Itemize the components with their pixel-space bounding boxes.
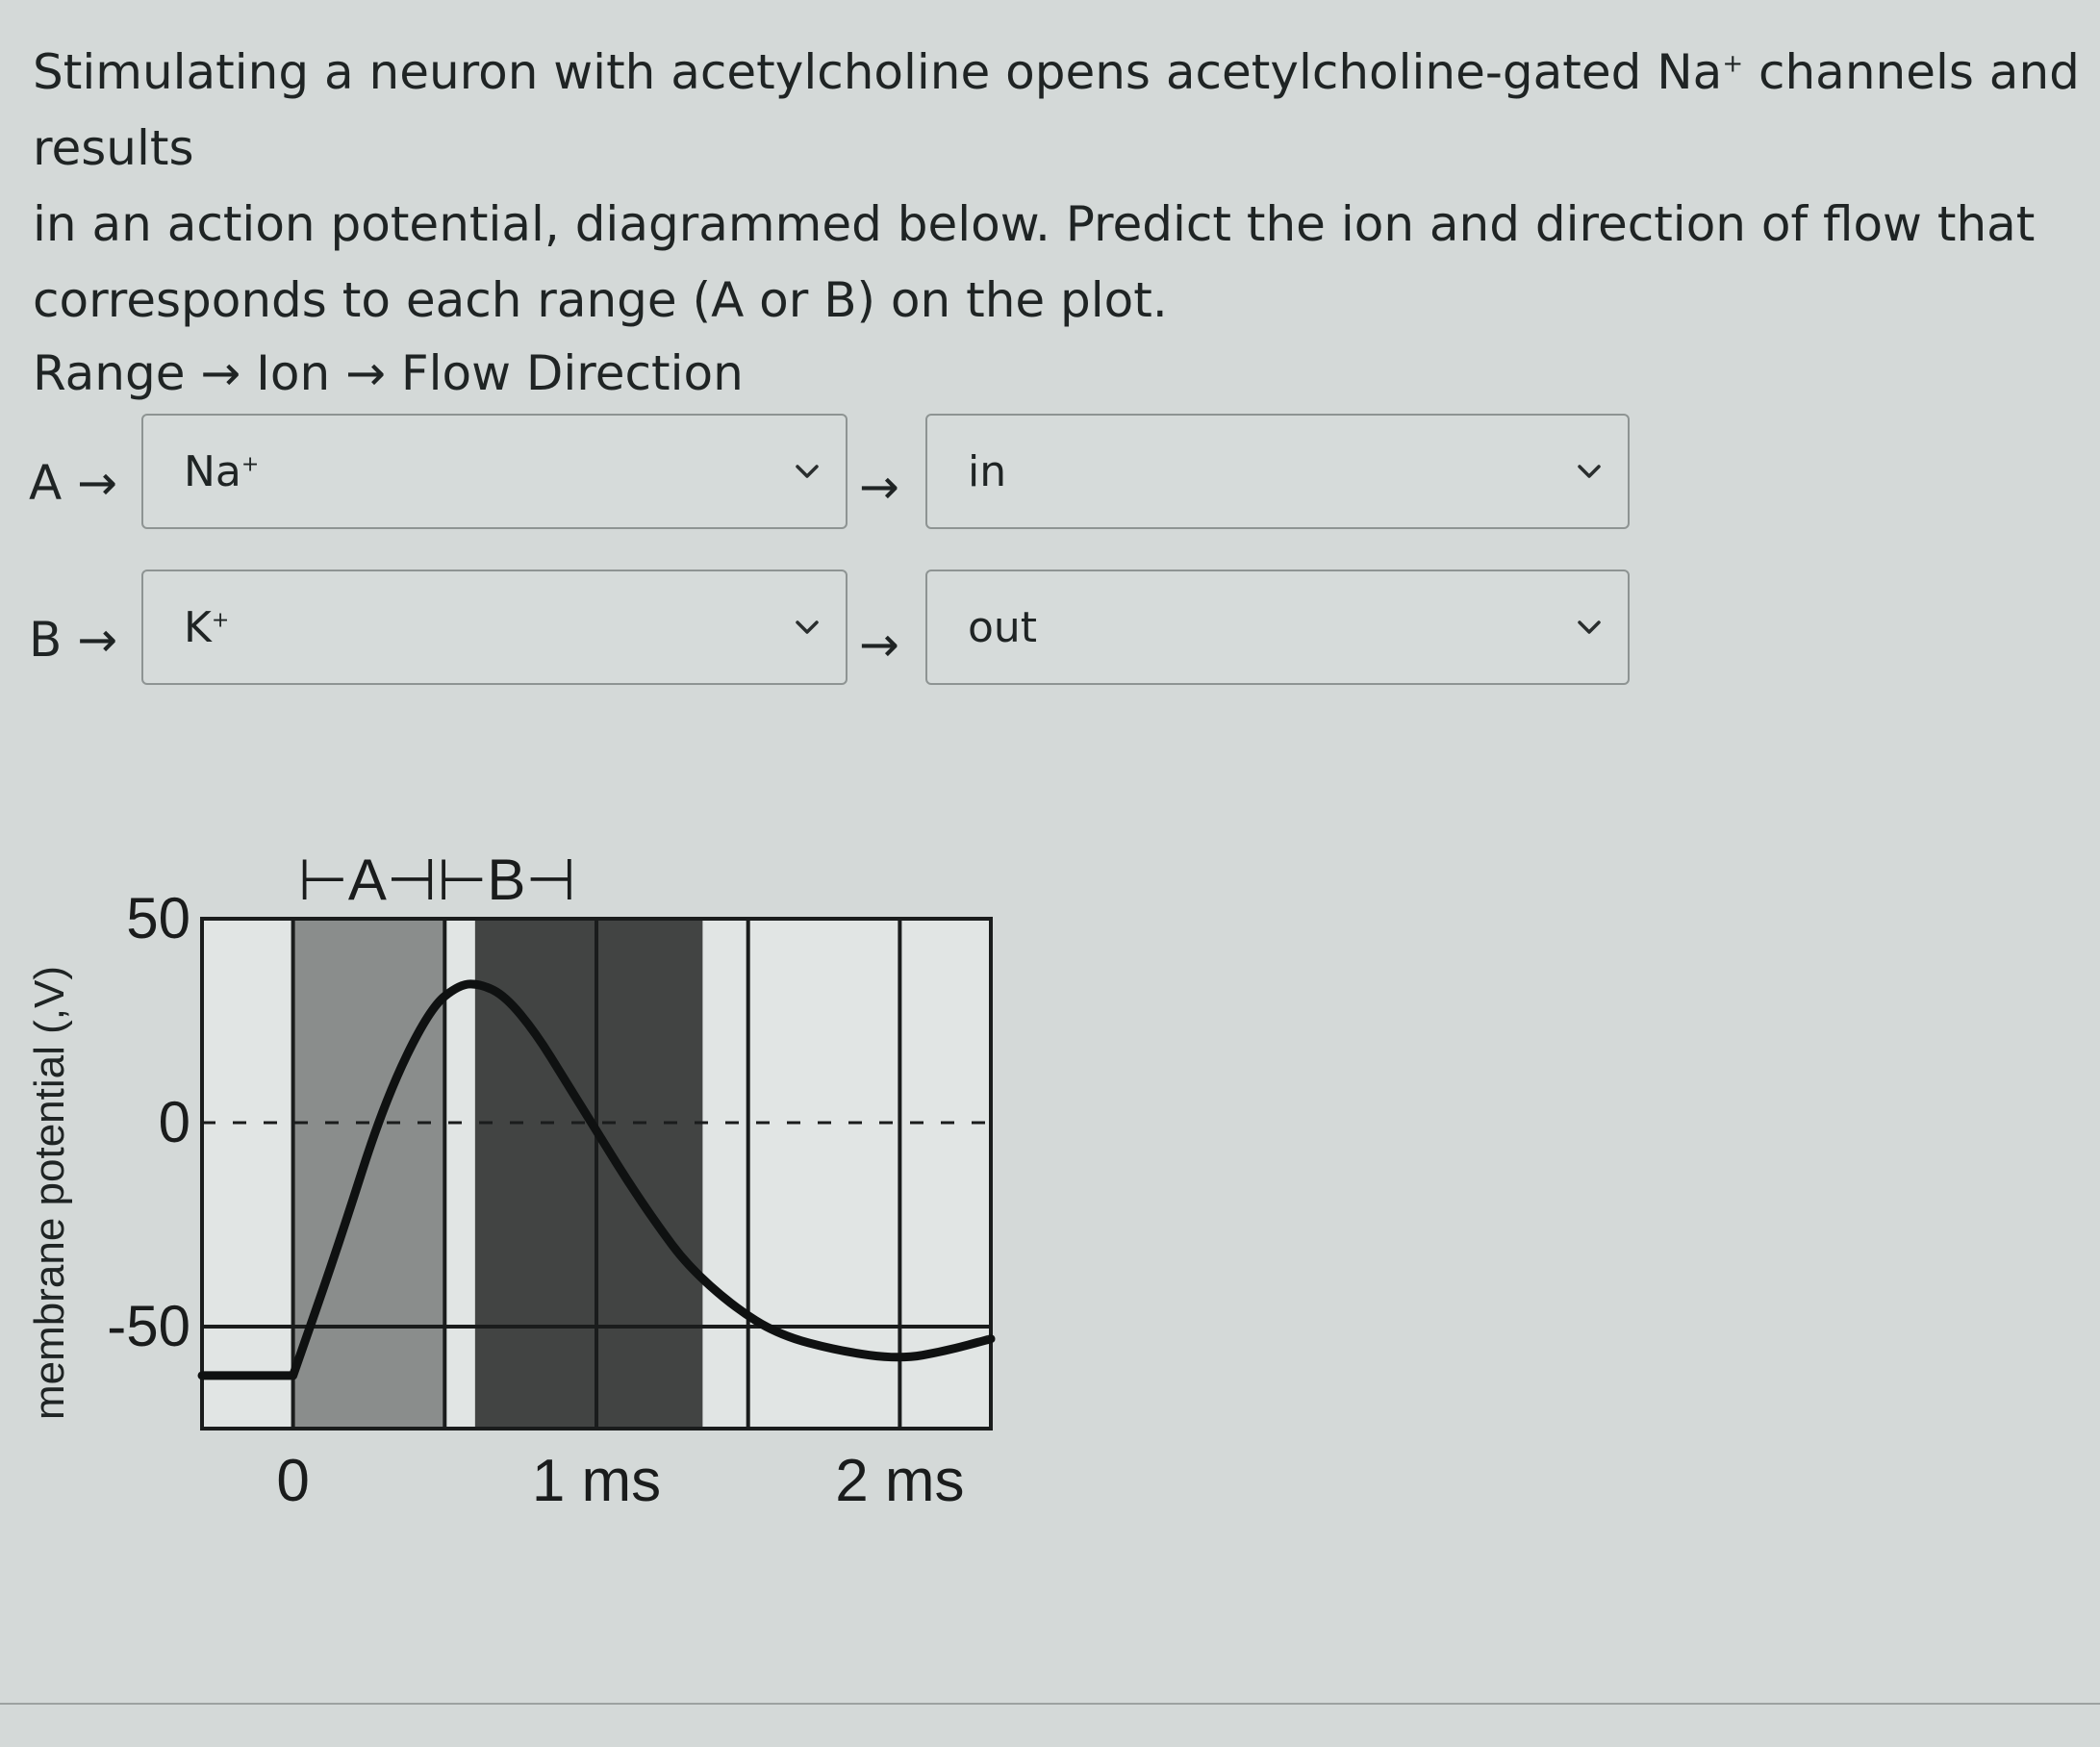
row-a-arrow: → [859,459,899,515]
chevron-down-icon [1570,608,1608,646]
row-b-label: B → [29,612,118,668]
row-a-direction-value: in [968,447,1007,496]
x-tick-label: 2 ms [835,1448,965,1514]
row-a-label: A → [29,455,117,511]
y-tick-label: 50 [126,886,190,950]
row-a-direction-select[interactable] [925,414,1630,529]
x-tick-label: 0 [276,1448,310,1514]
row-b-arrow: → [859,617,899,672]
question-text [33,35,2082,339]
chevron-down-icon [788,608,826,646]
row-a-ion-value: Na+ [184,447,260,496]
mapping-legend: Range → Ion → Flow Direction [33,345,744,401]
y-axis-label: membrane potential (,V) [26,966,73,1420]
range-b-band [475,919,703,1429]
range-bar-label: ⊢A⊣⊢B⊣ [297,848,576,912]
chevron-down-icon [788,452,826,491]
y-tick-label: -50 [107,1294,190,1358]
row-b-direction-select[interactable] [925,570,1630,685]
row-a-ion-select[interactable] [141,414,848,529]
y-tick-label: 0 [158,1090,190,1154]
row-b-ion-value: K+ [184,603,230,652]
range-a-band [293,919,445,1429]
question-line-1: Stimulating a neuron with acetylcholine opens acetylcholine-gated Na+ channels and results [33,44,2080,176]
row-b-direction-value: out [968,603,1038,652]
question-line-2: in an action potential, diagrammed below. Predict the ion and direction of flow that [33,196,2036,252]
x-tick-label: 1 ms [531,1448,662,1514]
action-potential-chart [0,827,1058,1520]
bottom-divider [0,1703,2100,1705]
chevron-down-icon [1570,452,1608,491]
question-line-3: corresponds to each range (A or B) on the plot. [33,272,1168,328]
row-b-ion-select[interactable] [141,570,848,685]
